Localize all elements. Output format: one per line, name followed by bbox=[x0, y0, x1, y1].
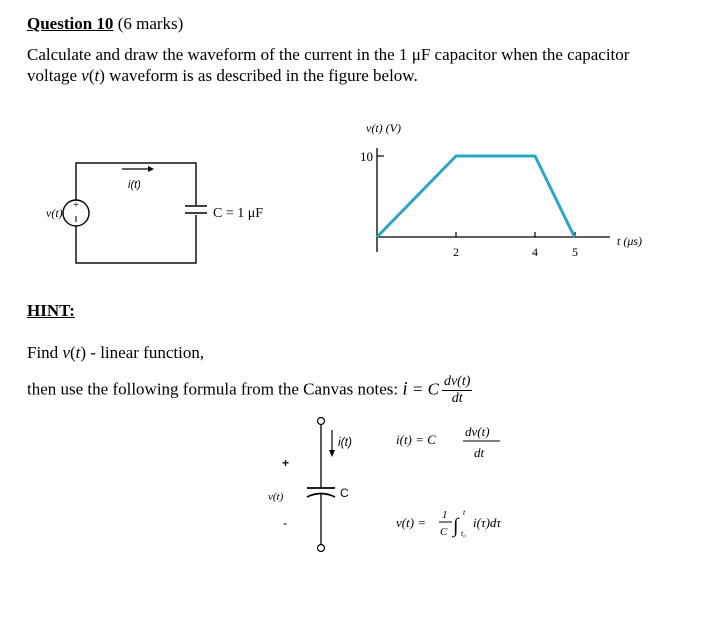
bottom-minus: - bbox=[283, 515, 288, 530]
y-tick-10: 10 bbox=[360, 149, 373, 164]
current-label: i(t) bbox=[128, 179, 141, 191]
source-label: v(t) bbox=[46, 206, 63, 220]
hint-formula-den: dt bbox=[451, 391, 463, 406]
formula-current bbox=[396, 424, 500, 460]
x-tick-5: 5 bbox=[572, 245, 578, 259]
formula-voltage-integral-icon: ∫ bbox=[453, 515, 459, 537]
formula-voltage-c: C bbox=[440, 526, 448, 538]
waveform-chart bbox=[360, 121, 642, 259]
circuit-diagram bbox=[76, 163, 196, 263]
formula-voltage-lhs: v(t) = bbox=[396, 515, 427, 530]
bottom-plus: + bbox=[282, 456, 290, 470]
waveform-series-line bbox=[377, 156, 575, 237]
question-line-2: voltage v(t) waveform is as described in the figure below. bbox=[27, 66, 418, 85]
hint-use-text: then use the following formula from the Canvas notes: bbox=[27, 379, 403, 399]
current-arrowhead-icon bbox=[148, 166, 154, 172]
circuit-loop bbox=[76, 163, 196, 263]
question-line-1: Calculate and draw the waveform of the current in the 1 μF capacitor when the capacitor bbox=[27, 45, 630, 64]
bottom-capacitor-diagram bbox=[268, 418, 352, 552]
hint-title: HINT: bbox=[27, 301, 75, 320]
bottom-v-label: v(t) bbox=[268, 491, 284, 503]
bottom-current-arrowhead-icon bbox=[329, 450, 335, 457]
source-plus: + bbox=[72, 199, 80, 211]
terminal-bottom-icon bbox=[318, 545, 325, 552]
formula-current-num: dv(t) bbox=[465, 424, 490, 439]
x-axis-label: t (μs) bbox=[617, 234, 643, 248]
formula-current-lhs: i(t) = C bbox=[396, 432, 436, 447]
x-tick-2: 2 bbox=[453, 245, 459, 259]
bottom-i-label: i(t) bbox=[338, 435, 352, 449]
capacitor-label: C = 1 μF bbox=[213, 206, 264, 221]
formula-voltage-one: 1 bbox=[442, 509, 448, 521]
bottom-c-label: C bbox=[340, 486, 349, 500]
terminal-top-icon bbox=[318, 418, 325, 425]
x-tick-4: 4 bbox=[532, 245, 538, 259]
hint-find-line: Find v(t) - linear function, bbox=[27, 343, 205, 362]
formula-voltage-rhs: i(τ)dτ bbox=[473, 515, 502, 530]
hint-formula-fraction bbox=[442, 374, 472, 407]
question-marks: (6 marks) bbox=[113, 14, 184, 33]
hint-formula-eq: = C bbox=[407, 379, 439, 399]
formula-voltage-lower: t₀ bbox=[461, 529, 467, 538]
question-number: Question 10 bbox=[27, 14, 114, 33]
hint-formula-num: dv(t) bbox=[443, 374, 471, 389]
formula-voltage-upper: t bbox=[463, 508, 466, 517]
hint-formula-lhs: i bbox=[402, 378, 408, 400]
formula-voltage bbox=[396, 508, 502, 538]
y-axis-label: v(t) (V) bbox=[366, 121, 401, 135]
formula-current-den: dt bbox=[474, 445, 485, 460]
hint-formula-line bbox=[27, 374, 472, 407]
